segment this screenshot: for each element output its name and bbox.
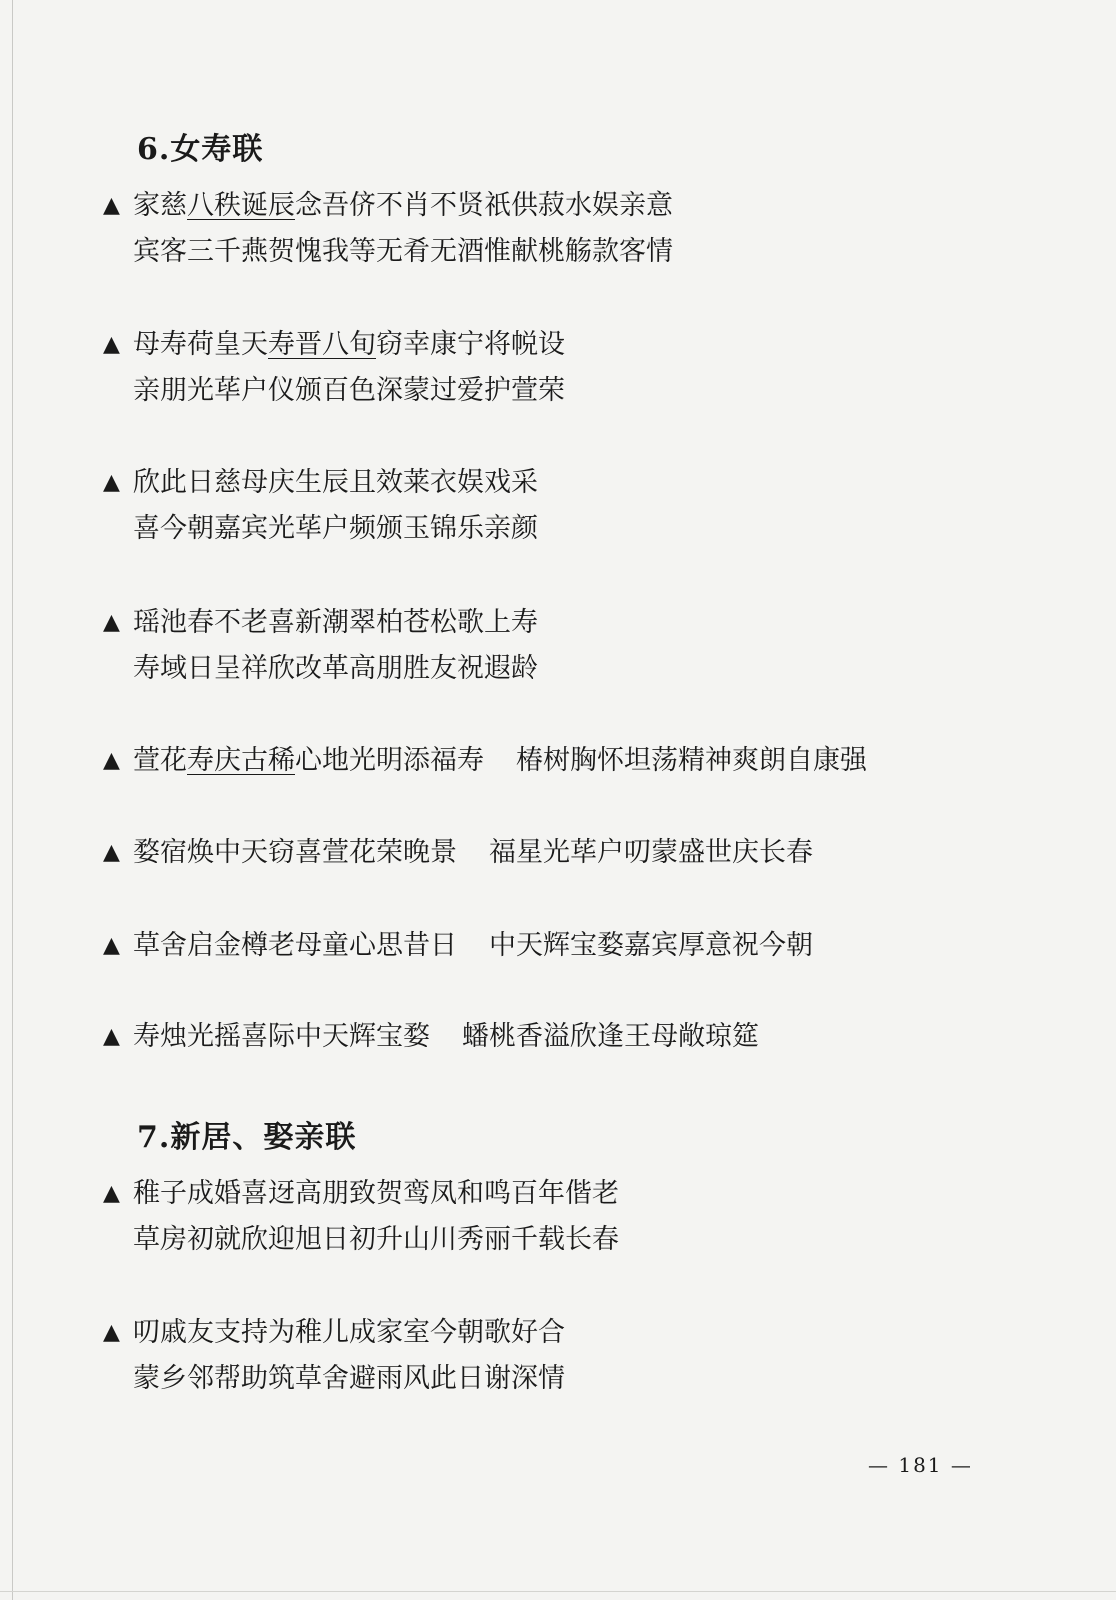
triangle-bullet-icon: ▲ <box>103 610 120 635</box>
couplet-line-1 <box>103 1310 565 1356</box>
page-edge-bottom <box>0 1591 1116 1592</box>
text: 稚子成婚喜迓高朋致贺鸾凤和鸣百年偕老 <box>133 1178 619 1209</box>
text: 念吾侪不肖不贤祇供菽水娱亲意 <box>295 190 673 221</box>
couplet-10 <box>103 1310 565 1402</box>
couplet-5 <box>103 738 867 784</box>
page-edge <box>12 0 13 1600</box>
text: 心地光明添福寿 <box>295 745 484 776</box>
couplet-7 <box>103 923 813 969</box>
couplet-line-2: 亲朋光荜户仪颁百色深蒙过爱护萱荣 <box>133 375 565 406</box>
triangle-bullet-icon: ▲ <box>103 193 120 218</box>
triangle-bullet-icon: ▲ <box>103 1320 120 1345</box>
triangle-bullet-icon: ▲ <box>103 1024 120 1049</box>
text: 婺宿焕中天窃喜萱花荣晚景 <box>133 837 457 868</box>
text: 寿烛光摇喜际中天辉宝婺 <box>133 1021 430 1052</box>
couplet-1 <box>103 183 673 275</box>
text: 家慈 <box>133 190 187 221</box>
couplet-6 <box>103 830 813 876</box>
text: 瑶池春不老喜新潮翠柏苍松歌上寿 <box>133 607 538 638</box>
couplet-9 <box>103 1171 619 1263</box>
couplet-line-1 <box>103 183 673 229</box>
text: 母寿荷皇天 <box>133 329 268 360</box>
couplet-4 <box>103 600 538 692</box>
couplet-line-1 <box>103 738 867 784</box>
text: 草舍启金樽老母童心思昔日 <box>133 930 457 961</box>
couplet-line-1 <box>103 460 538 506</box>
couplet-line-2: 寿域日呈祥欣改革高朋胜友祝遐龄 <box>133 653 538 684</box>
couplet-2 <box>103 322 565 414</box>
triangle-bullet-icon: ▲ <box>103 470 120 495</box>
underlined-text: 八秩诞辰 <box>187 190 295 221</box>
couplet-line-2: 草房初就欣迎旭日初升山川秀丽千载长春 <box>133 1224 619 1255</box>
couplet-line-2: 喜今朝嘉宾光荜户频颁玉锦乐亲颜 <box>133 513 538 544</box>
section-title: 7.新居、娶亲联 <box>137 1120 357 1155</box>
couplet-line-2: 宾客三千燕贺愧我等无肴无酒惟献桃觞款客情 <box>133 236 673 267</box>
text: 椿树胸怀坦荡精神爽朗自康强 <box>516 745 867 776</box>
text: 中天辉宝婺嘉宾厚意祝今朝 <box>489 930 813 961</box>
couplet-line-1 <box>103 1171 619 1217</box>
underlined-text: 寿晋八旬 <box>268 329 376 360</box>
couplet-line-1 <box>103 1014 759 1060</box>
triangle-bullet-icon: ▲ <box>103 332 120 357</box>
text: 欣此日慈母庆生辰且效莱衣娱戏采 <box>133 467 538 498</box>
underlined-text: 寿庆古稀 <box>187 745 295 776</box>
text: 萱花 <box>133 745 187 776</box>
text: 叨戚友支持为稚儿成家室今朝歌好合 <box>133 1317 565 1348</box>
page-number: — 181 — <box>868 1453 973 1477</box>
triangle-bullet-icon: ▲ <box>103 840 120 865</box>
couplet-line-1 <box>103 600 538 646</box>
couplet-8 <box>103 1014 759 1060</box>
triangle-bullet-icon: ▲ <box>103 748 120 773</box>
triangle-bullet-icon: ▲ <box>103 1181 120 1206</box>
section-title: 6.女寿联 <box>137 132 264 167</box>
text: 窃幸康宁将帨设 <box>376 329 565 360</box>
couplet-line-1 <box>103 322 565 368</box>
text: 蟠桃香溢欣逢王母敞琼筵 <box>462 1021 759 1052</box>
triangle-bullet-icon: ▲ <box>103 933 120 958</box>
couplet-line-1 <box>103 830 813 876</box>
couplet-3 <box>103 460 538 552</box>
couplet-line-1 <box>103 923 813 969</box>
couplet-line-2: 蒙乡邻帮助筑草舍避雨风此日谢深情 <box>133 1363 565 1394</box>
text: 福星光荜户叨蒙盛世庆长春 <box>489 837 813 868</box>
